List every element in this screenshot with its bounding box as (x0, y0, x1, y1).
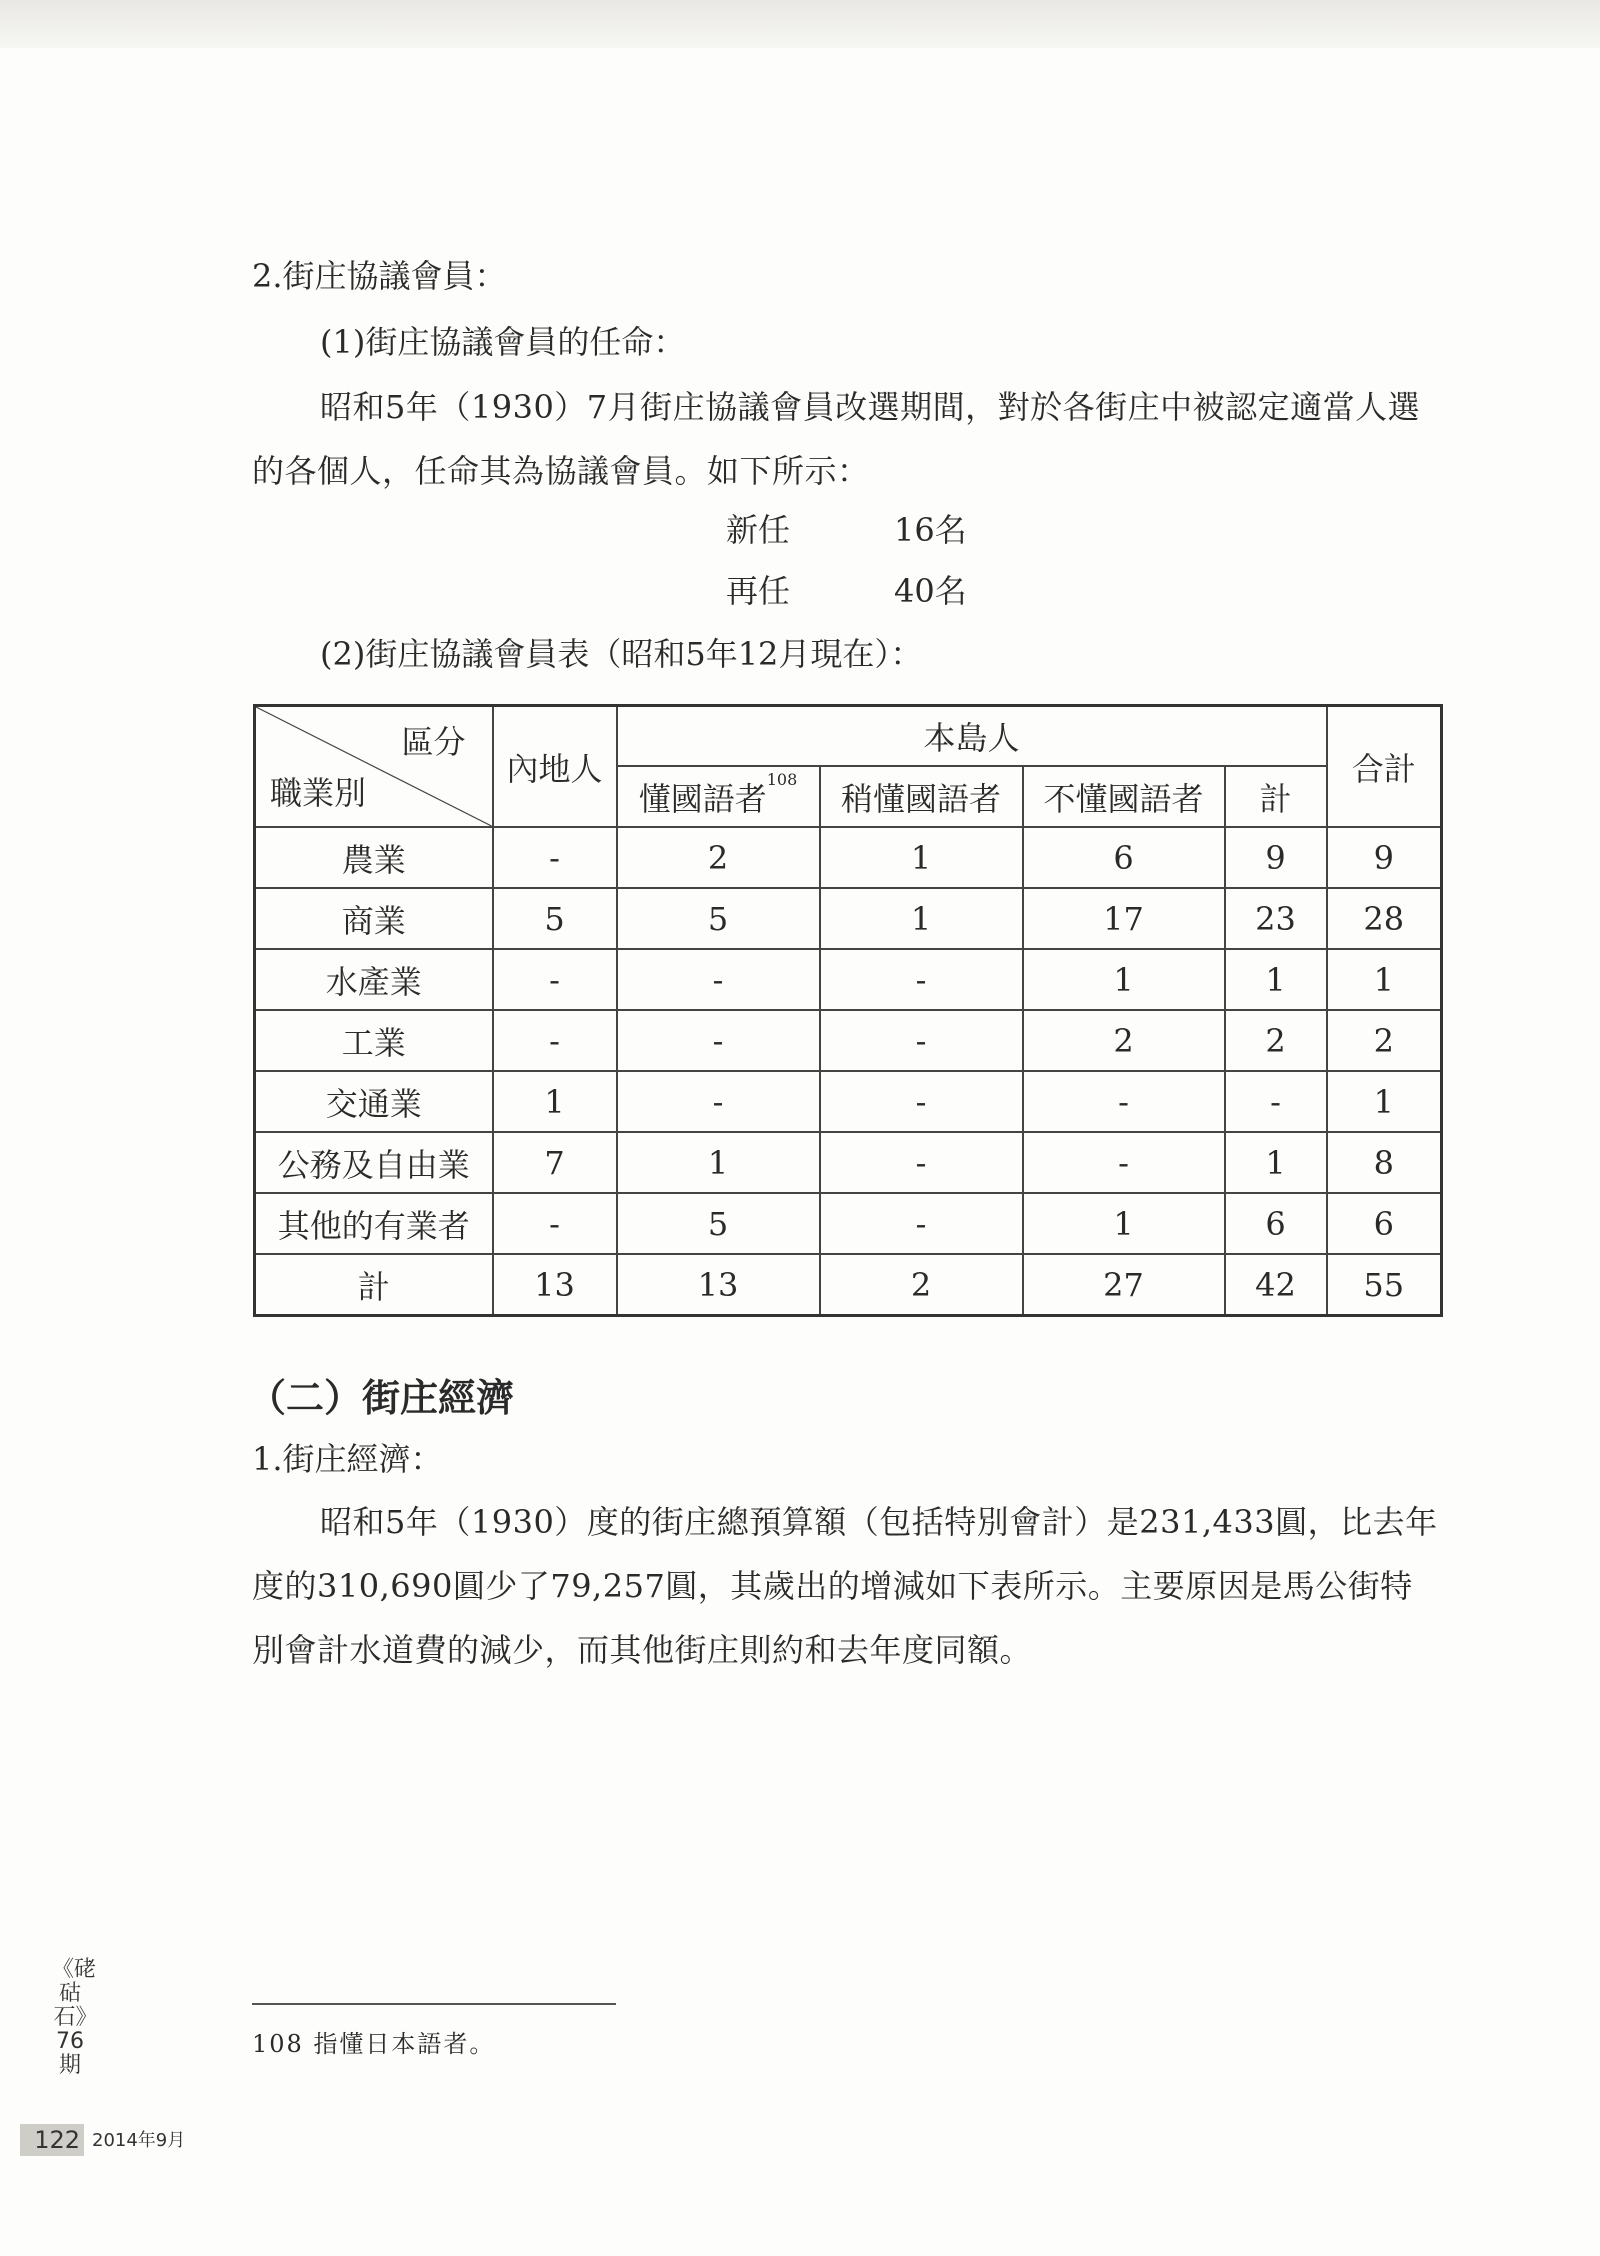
table-cell: - (617, 949, 820, 1010)
table-cell: - (820, 1071, 1023, 1132)
table-cell: 1 (1327, 949, 1442, 1010)
table-cell: - (820, 1193, 1023, 1254)
table-cell: 8 (1327, 1132, 1442, 1193)
row-label: 水產業 (255, 949, 493, 1010)
table-row (255, 827, 1442, 888)
table-cell: 28 (1327, 888, 1442, 949)
appointment-label: 新任 (726, 511, 791, 549)
row-label: 計 (255, 1254, 493, 1316)
table-cell: 9 (1327, 827, 1442, 888)
table-cell: 1 (1327, 1071, 1442, 1132)
table-cell: 2 (1225, 1010, 1327, 1071)
appointment-label: 再任 (726, 572, 791, 610)
table-cell: 6 (1023, 827, 1225, 888)
council-member-table (253, 704, 1443, 1317)
scan-top-band (0, 0, 1600, 48)
col-header-subtotal: 計 (1225, 766, 1327, 827)
table-cell: 2 (820, 1254, 1023, 1316)
journal-name: 《硓𥑮石》76期 (52, 1957, 97, 2078)
sub-1-title: (1)街庄協議會員的任命： (320, 323, 686, 361)
table-cell: 2 (617, 827, 820, 888)
table-cell: 1 (1023, 949, 1225, 1010)
row-label: 商業 (255, 888, 493, 949)
item-2-title: 2.街庄協議會員： (252, 257, 507, 295)
table-cell: 5 (617, 1193, 820, 1254)
table-cell: 9 (1225, 827, 1327, 888)
table-cell: 2 (1327, 1010, 1442, 1071)
table-cell: - (1023, 1071, 1225, 1132)
table-cell: 6 (1225, 1193, 1327, 1254)
table-cell: - (820, 1132, 1023, 1193)
table-cell: 1 (820, 888, 1023, 949)
page-number: 122 (20, 2124, 84, 2156)
section-heading: （二）街庄經濟 (248, 1376, 515, 1420)
table-cell: - (493, 1193, 617, 1254)
table-cell: 1 (1225, 1132, 1327, 1193)
econ-item-1-title: 1.街庄經濟： (252, 1440, 443, 1478)
row-label: 農業 (255, 827, 493, 888)
econ-body: 昭和5年（1930）度的街庄總預算額（包括特別會計）是231,433圓，比去年度的310,690圓少了79,257圓，其歲出的增減如下表所示。主要原因是馬公街特別會計水道費的減少，而其他街庄則約和去年度同額。 (252, 1503, 1438, 1669)
row-label: 工業 (255, 1010, 493, 1071)
appointment-count: 40名 (894, 572, 967, 610)
table-cell: 6 (1327, 1193, 1442, 1254)
table-row (255, 1071, 1442, 1132)
table-cell: - (1225, 1071, 1327, 1132)
table-cell: 2 (1023, 1010, 1225, 1071)
table-row (255, 1193, 1442, 1254)
table-row (255, 1254, 1442, 1316)
table-cell: 13 (493, 1254, 617, 1316)
row-label: 交通業 (255, 1071, 493, 1132)
sub-2-title: (2)街庄協議會員表（昭和5年12月現在）： (320, 635, 923, 673)
table-cell: 1 (493, 1071, 617, 1132)
table-cell: - (493, 949, 617, 1010)
appointment-new (726, 508, 967, 552)
table-cell: 55 (1327, 1254, 1442, 1316)
table-cell: - (820, 949, 1023, 1010)
table-cell: - (1023, 1132, 1225, 1193)
col-header-mainland: 內地人 (493, 706, 617, 828)
col-header-total: 合計 (1327, 706, 1442, 828)
table-cell: 17 (1023, 888, 1225, 949)
table-corner-header (255, 706, 493, 828)
table-cell: 1 (1023, 1193, 1225, 1254)
table-cell: 5 (493, 888, 617, 949)
row-label: 其他的有業者 (255, 1193, 493, 1254)
footnote-divider (252, 2003, 616, 2005)
corner-bottom-label: 職業別 (270, 774, 367, 812)
table-body (255, 827, 1442, 1316)
appointment-reappointed (726, 569, 967, 613)
table-row (255, 1132, 1442, 1193)
col-header-fluent: 懂國語者$^{108}$ (617, 766, 820, 827)
table-cell: 1 (1225, 949, 1327, 1010)
table-cell: - (493, 1010, 617, 1071)
table-cell: 7 (493, 1132, 617, 1193)
issue-date: 2014年9月 (92, 2130, 186, 2151)
col-group-islanders: 本島人 (617, 706, 1327, 767)
col-header-none: 不懂國語者 (1023, 766, 1225, 827)
row-label: 公務及自由業 (255, 1132, 493, 1193)
corner-top-label: 區分 (401, 723, 466, 761)
table-cell: 1 (820, 827, 1023, 888)
table-row (255, 1010, 1442, 1071)
table-cell: 42 (1225, 1254, 1327, 1316)
table-row (255, 949, 1442, 1010)
col-header-partial: 稍懂國語者 (820, 766, 1023, 827)
table-cell: 13 (617, 1254, 820, 1316)
table-cell: - (493, 827, 617, 888)
table-cell: 27 (1023, 1254, 1225, 1316)
appointment-count: 16名 (894, 511, 967, 549)
table-cell: 1 (617, 1132, 820, 1193)
table-cell: - (617, 1071, 820, 1132)
footnote-ref: 108 (766, 769, 798, 789)
table-row (255, 888, 1442, 949)
table-cell: - (617, 1010, 820, 1071)
footnote-108: 108 指懂日本語者。 (252, 2030, 496, 2058)
table-cell: - (820, 1010, 1023, 1071)
table-cell: 5 (617, 888, 820, 949)
sub-1-body: 昭和5年（1930）7月街庄協議會員改選期間，對於各街庄中被認定適當人選的各個人，任命其為協議會員。如下所示： (252, 388, 1421, 490)
table-cell: 23 (1225, 888, 1327, 949)
